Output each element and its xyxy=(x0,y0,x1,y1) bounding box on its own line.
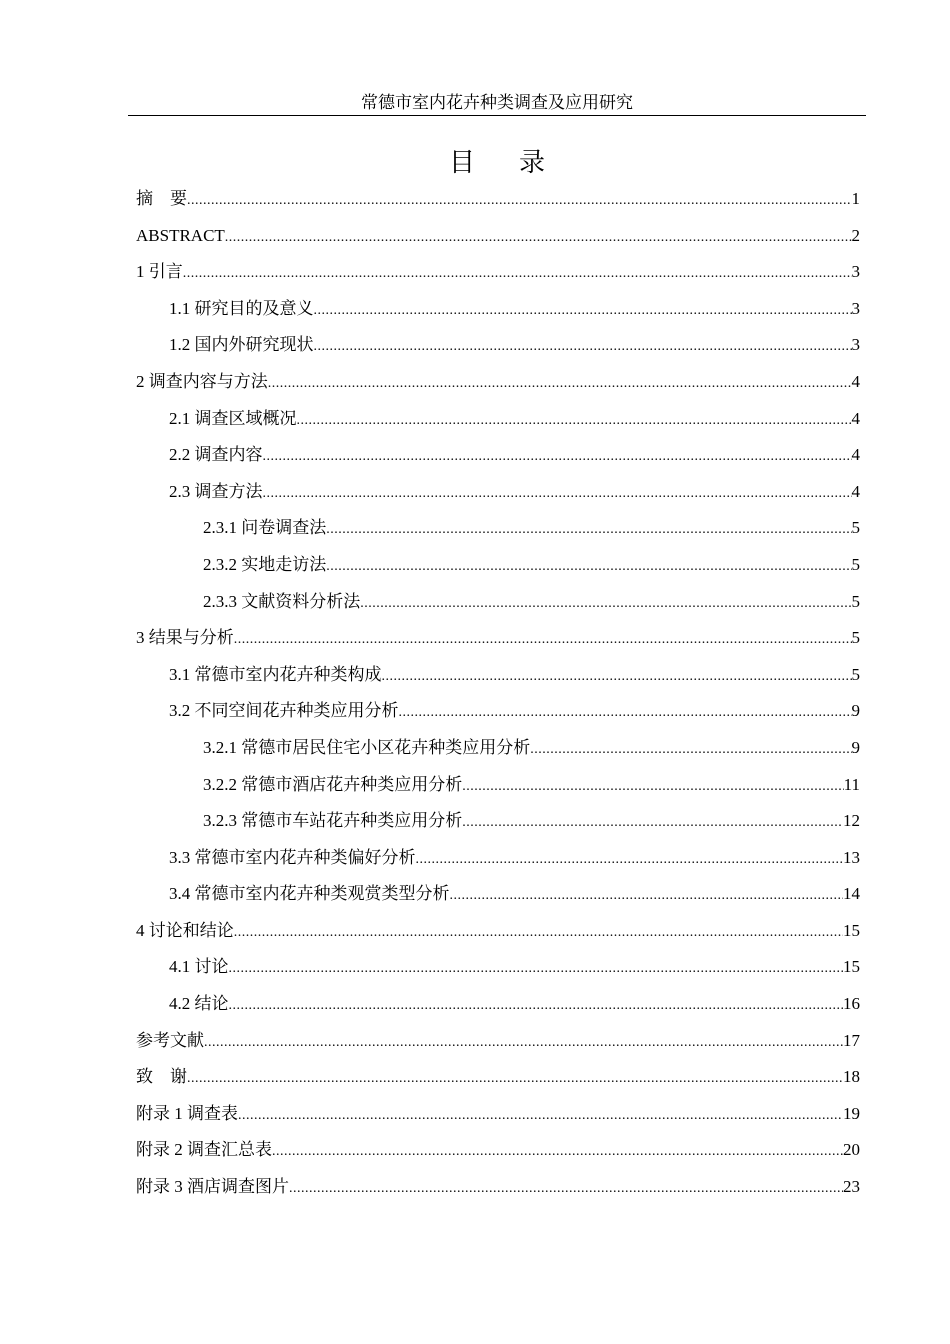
toc-page-number: 18 xyxy=(843,1067,860,1087)
toc-dot-leader xyxy=(187,1065,843,1093)
toc-entry[interactable] xyxy=(136,917,860,954)
running-header: 常德市室内花卉种类调查及应用研究 xyxy=(361,93,633,112)
toc-entry[interactable] xyxy=(136,514,860,551)
toc-entry[interactable] xyxy=(136,697,860,734)
toc-page-number: 2 xyxy=(851,225,860,245)
toc-dot-leader xyxy=(326,516,851,544)
toc-entry-label: 1.2 国内外研究现状 xyxy=(169,335,314,355)
toc-entry-label: 2.3 调查方法 xyxy=(169,481,263,501)
toc-entry-label: 1.1 研究目的及意义 xyxy=(169,298,314,318)
toc-page-number: 5 xyxy=(851,518,860,538)
toc-dot-leader xyxy=(314,333,852,361)
toc-entry-label: ABSTRACT xyxy=(136,225,225,245)
toc-page-number: 5 xyxy=(851,591,860,611)
toc-page-number: 16 xyxy=(843,994,860,1014)
toc-entry[interactable] xyxy=(136,1063,860,1100)
toc-dot-leader xyxy=(229,992,844,1020)
toc-entry-label: 附录 2 调查汇总表 xyxy=(136,1140,272,1160)
toc-entry-label: 3.2.3 常德市车站花卉种类应用分析 xyxy=(203,811,463,831)
toc-page-number: 15 xyxy=(843,920,860,940)
toc-page-number: 4 xyxy=(851,481,860,501)
toc-entry[interactable] xyxy=(136,405,860,442)
toc-entry[interactable] xyxy=(136,368,860,405)
toc-entry[interactable] xyxy=(136,990,860,1027)
toc-entry[interactable] xyxy=(136,880,860,917)
toc-dot-leader xyxy=(450,882,844,910)
toc-entry[interactable] xyxy=(136,771,860,808)
toc-page-number: 9 xyxy=(851,737,860,757)
toc-entry-label: 3.2 不同空间花卉种类应用分析 xyxy=(169,701,399,721)
toc-page-number: 5 xyxy=(851,664,860,684)
toc-dot-leader xyxy=(234,626,852,654)
toc-title: 目录 xyxy=(448,148,589,177)
toc-page-number: 4 xyxy=(851,445,860,465)
toc-entry-label: 2 调查内容与方法 xyxy=(136,371,268,391)
toc-page-number: 3 xyxy=(851,262,860,282)
toc-dot-leader xyxy=(229,955,844,983)
toc-entry[interactable] xyxy=(136,331,860,368)
header-rule xyxy=(128,115,866,116)
toc-dot-leader xyxy=(234,919,843,947)
toc-dot-leader xyxy=(416,846,844,874)
toc-page-number: 5 xyxy=(851,554,860,574)
toc-entry-label: 3.3 常德市室内花卉种类偏好分析 xyxy=(169,847,416,867)
toc-dot-leader xyxy=(289,1175,843,1203)
toc-entry-label: 附录 3 酒店调查图片 xyxy=(136,1177,289,1197)
toc-entry[interactable] xyxy=(136,222,860,259)
toc-dot-leader xyxy=(268,370,852,398)
toc-entry-label: 2.3.1 问卷调查法 xyxy=(203,518,327,538)
toc-entry-label: 4.2 结论 xyxy=(169,994,229,1014)
toc-page-number: 17 xyxy=(843,1030,860,1050)
toc-entry[interactable] xyxy=(136,1027,860,1064)
toc-dot-leader xyxy=(326,553,851,581)
toc-page-number: 3 xyxy=(851,298,860,318)
toc-entry[interactable] xyxy=(136,844,860,881)
toc-dot-leader xyxy=(399,699,852,727)
toc-entry-label: 1 引言 xyxy=(136,262,183,282)
toc-entry-label: 3 结果与分析 xyxy=(136,628,234,648)
toc-entry[interactable] xyxy=(136,258,860,295)
toc-page-number: 14 xyxy=(843,884,860,904)
toc-entry[interactable] xyxy=(136,478,860,515)
toc-page-number: 12 xyxy=(843,811,860,831)
toc-page-number: 19 xyxy=(843,1103,860,1123)
toc-entry[interactable] xyxy=(136,624,860,661)
toc-dot-leader xyxy=(263,443,852,471)
toc-dot-leader xyxy=(238,1102,843,1130)
toc-entry[interactable] xyxy=(136,588,860,625)
toc-dot-leader xyxy=(360,590,851,618)
toc-entry[interactable] xyxy=(136,441,860,478)
toc-dot-leader xyxy=(297,407,852,435)
toc-dot-leader xyxy=(462,809,843,837)
toc-entry-label: 2.1 调查区域概况 xyxy=(169,408,297,428)
toc-dot-leader xyxy=(183,260,852,288)
toc-dot-leader xyxy=(382,663,852,691)
toc-page-number: 23 xyxy=(843,1177,860,1197)
toc-entry-label: 摘 要 xyxy=(136,189,187,208)
toc-entry-label: 4.1 讨论 xyxy=(169,957,229,977)
toc-dot-leader xyxy=(225,224,852,252)
toc-page-number: 9 xyxy=(851,701,860,721)
toc-entry-label: 3.2.2 常德市酒店花卉种类应用分析 xyxy=(203,774,463,794)
toc-dot-leader xyxy=(530,736,851,764)
toc-entry[interactable] xyxy=(136,1173,860,1210)
toc-page-number: 15 xyxy=(843,957,860,977)
toc-page-number: 20 xyxy=(843,1140,860,1160)
toc-dot-leader xyxy=(462,773,843,801)
table-of-contents xyxy=(136,185,860,1210)
toc-entry-label: 3.2.1 常德市居民住宅小区花卉种类应用分析 xyxy=(203,737,531,757)
toc-entry-label: 3.4 常德市室内花卉种类观赏类型分析 xyxy=(169,884,450,904)
toc-entry-label: 致 谢 xyxy=(136,1067,187,1087)
toc-dot-leader xyxy=(263,480,852,508)
toc-dot-leader xyxy=(272,1138,843,1166)
toc-entry[interactable] xyxy=(136,807,860,844)
toc-entry[interactable] xyxy=(136,953,860,990)
toc-page-number: 3 xyxy=(851,335,860,355)
toc-entry[interactable] xyxy=(136,295,860,332)
toc-entry-label: 2.3.3 文献资料分析法 xyxy=(203,591,361,611)
toc-entry[interactable] xyxy=(136,661,860,698)
toc-entry-label: 3.1 常德市室内花卉种类构成 xyxy=(169,664,382,684)
toc-dot-leader xyxy=(187,187,852,215)
toc-entry[interactable] xyxy=(136,185,860,222)
toc-entry[interactable] xyxy=(136,1136,860,1173)
toc-entry-label: 2.2 调查内容 xyxy=(169,445,263,465)
toc-entry[interactable] xyxy=(136,551,860,588)
toc-entry-label: 参考文献 xyxy=(136,1030,204,1050)
toc-dot-leader xyxy=(314,297,852,325)
toc-page-number: 1 xyxy=(851,189,860,208)
toc-entry-label: 2.3.2 实地走访法 xyxy=(203,554,327,574)
toc-entry[interactable] xyxy=(136,734,860,771)
toc-entry-label: 4 讨论和结论 xyxy=(136,920,234,940)
toc-page-number: 13 xyxy=(843,847,860,867)
toc-page-number: 11 xyxy=(843,774,860,794)
toc-page-number: 4 xyxy=(851,408,860,428)
toc-page-number: 4 xyxy=(851,371,860,391)
toc-dot-leader xyxy=(204,1029,843,1057)
toc-entry-label: 附录 1 调查表 xyxy=(136,1103,238,1123)
toc-entry[interactable] xyxy=(136,1100,860,1137)
toc-page-number: 5 xyxy=(851,628,860,648)
